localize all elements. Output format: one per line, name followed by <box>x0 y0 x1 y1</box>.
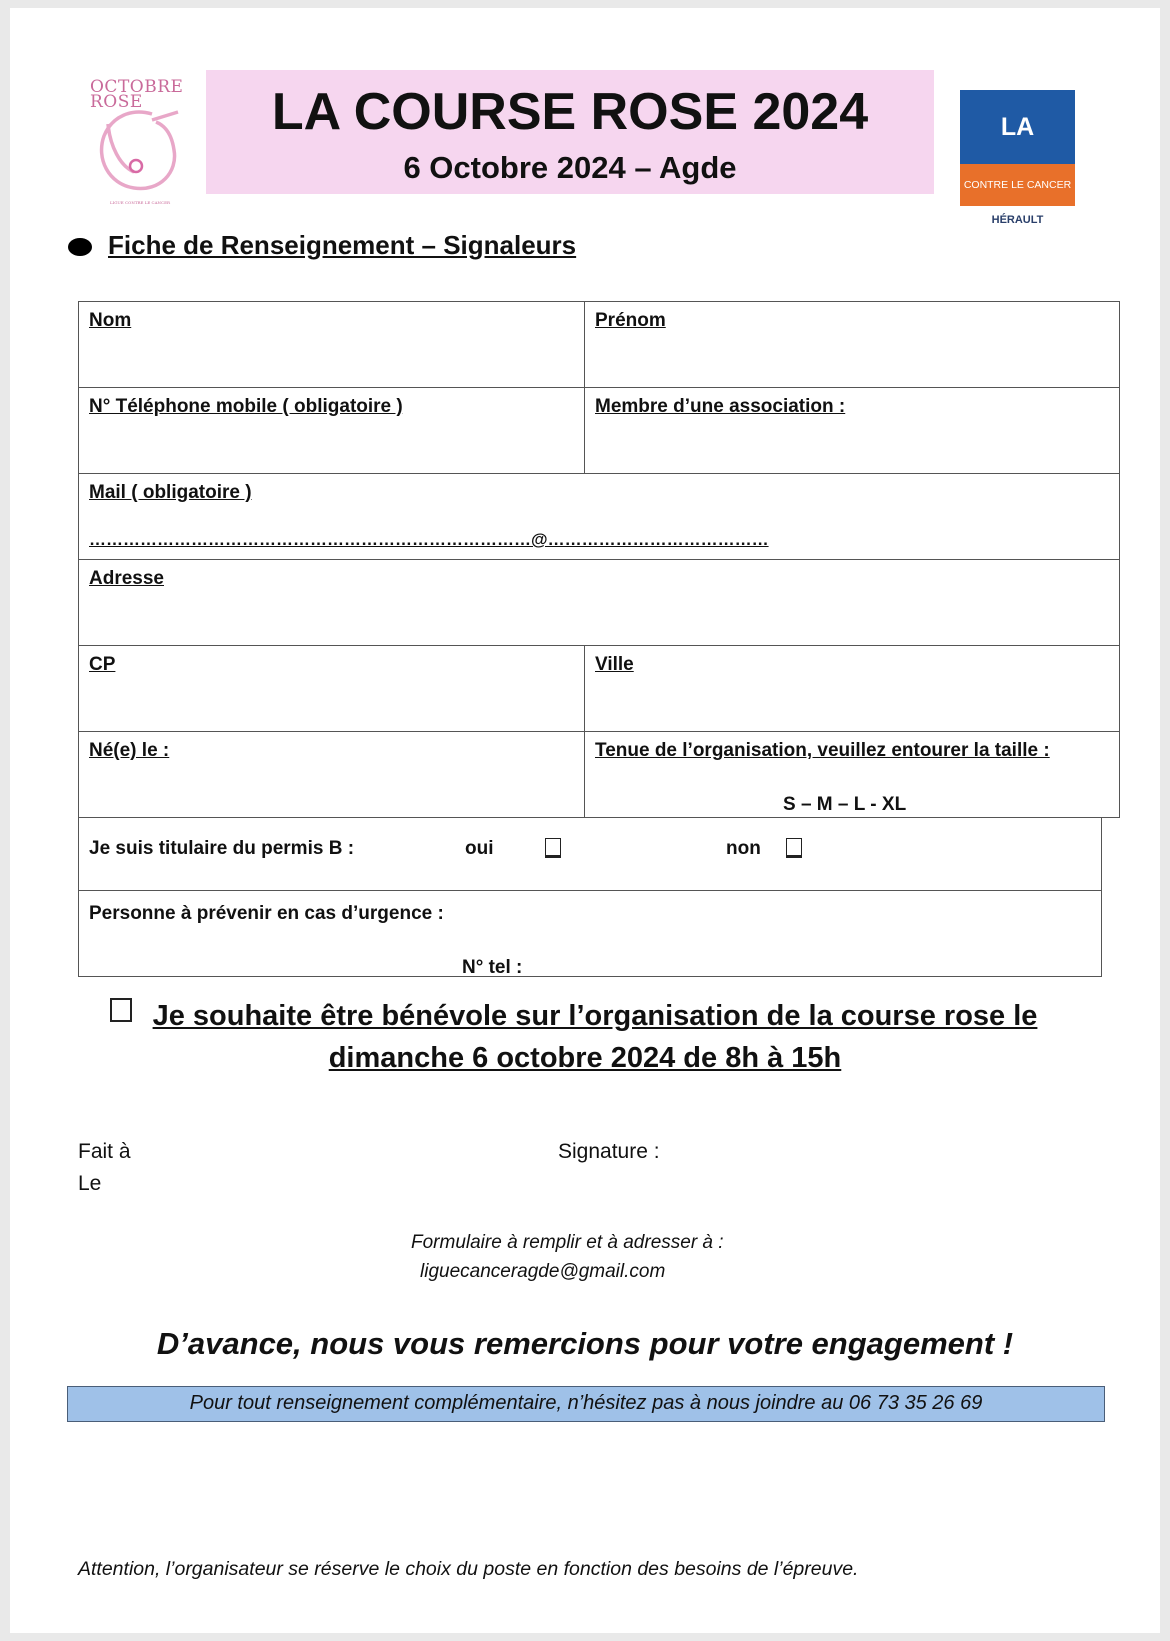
checkbox-oui[interactable] <box>545 838 561 858</box>
label-urgence: Personne à prévenir en cas d’urgence : <box>89 903 444 924</box>
page-title: LA COURSE ROSE 2024 <box>271 83 869 141</box>
label-ville: Ville <box>595 654 634 675</box>
label-association: Membre d’une association : <box>595 396 846 417</box>
label-le: Le <box>78 1172 102 1195</box>
bullet-icon <box>68 238 92 256</box>
title-banner <box>206 70 934 194</box>
label-ne-le: Né(e) le : <box>89 740 170 761</box>
mail-dotted-line: ……………………………………………………………………@………………………………… <box>89 530 769 549</box>
label-mail: Mail ( obligatoire ) <box>89 482 252 503</box>
info-bar: Pour tout renseignement complémentaire, n’hésitez pas à nous joindre au 06 73 35 26 69 <box>67 1386 1105 1422</box>
field-tenue[interactable] <box>584 731 1120 818</box>
octobre-rose-logo <box>90 77 210 220</box>
volunteer-line-2: dimanche 6 octobre 2024 de 8h à 15h <box>328 1042 842 1074</box>
attention-note: Attention, l’organisateur se réserve le choix du poste en fonction des besoins de l’épreuve. <box>78 1558 859 1580</box>
label-tenue: Tenue de l’organisation, veuillez entourer la taille : <box>595 740 1050 761</box>
form-page <box>10 8 1160 1633</box>
field-permis <box>78 817 1102 891</box>
event-date-place: 6 Octobre 2024 – Agde <box>403 150 737 185</box>
field-mail[interactable] <box>78 473 1120 560</box>
logo-line-1: OCTOBRE <box>90 77 184 97</box>
logo-line-2: ROSE <box>90 92 143 112</box>
ligue-logo-bottom: CONTRE LE CANCER <box>960 164 1075 206</box>
la-ligue-logo <box>960 90 1075 206</box>
label-nom: Nom <box>89 310 132 331</box>
volunteer-line-1: Je souhaite être bénévole sur l’organisation de la course rose le <box>152 1000 1038 1032</box>
field-association[interactable] <box>584 387 1120 474</box>
field-adresse[interactable] <box>78 559 1120 646</box>
field-date-naissance[interactable] <box>78 731 585 818</box>
send-to-email: liguecanceragde@gmail.com <box>420 1261 666 1282</box>
label-signature: Signature : <box>558 1140 660 1163</box>
field-cp[interactable] <box>78 645 585 732</box>
label-telephone: N° Téléphone mobile ( obligatoire ) <box>89 396 403 417</box>
field-prenom[interactable] <box>584 301 1120 388</box>
field-ville[interactable] <box>584 645 1120 732</box>
checkbox-non[interactable] <box>786 838 802 858</box>
label-cp: CP <box>89 654 116 675</box>
label-non: non <box>726 838 761 859</box>
label-permis: Je suis titulaire du permis B : <box>89 838 355 859</box>
ligue-logo-region: HÉRAULT <box>991 214 1044 226</box>
label-oui: oui <box>465 838 494 859</box>
section-title: Fiche de Renseignement – Signaleurs <box>108 230 577 260</box>
field-telephone[interactable] <box>78 387 585 474</box>
send-to-line: Formulaire à remplir et à adresser à : <box>411 1232 724 1253</box>
pink-ribbon-icon <box>90 106 190 201</box>
label-tel: N° tel : <box>462 957 523 978</box>
label-prenom: Prénom <box>595 310 666 331</box>
thanks-message: D’avance, nous vous remercions pour votre engagement ! <box>156 1326 1014 1361</box>
field-urgence[interactable] <box>78 890 1102 977</box>
logo-small-text: LIGUE CONTRE LE CANCER <box>110 200 170 205</box>
size-options: S – M – L - XL <box>783 794 907 815</box>
label-adresse: Adresse <box>89 568 164 589</box>
field-nom[interactable] <box>78 301 585 388</box>
label-fait-a: Fait à <box>78 1140 131 1163</box>
ligue-logo-top: LA <box>960 90 1075 164</box>
